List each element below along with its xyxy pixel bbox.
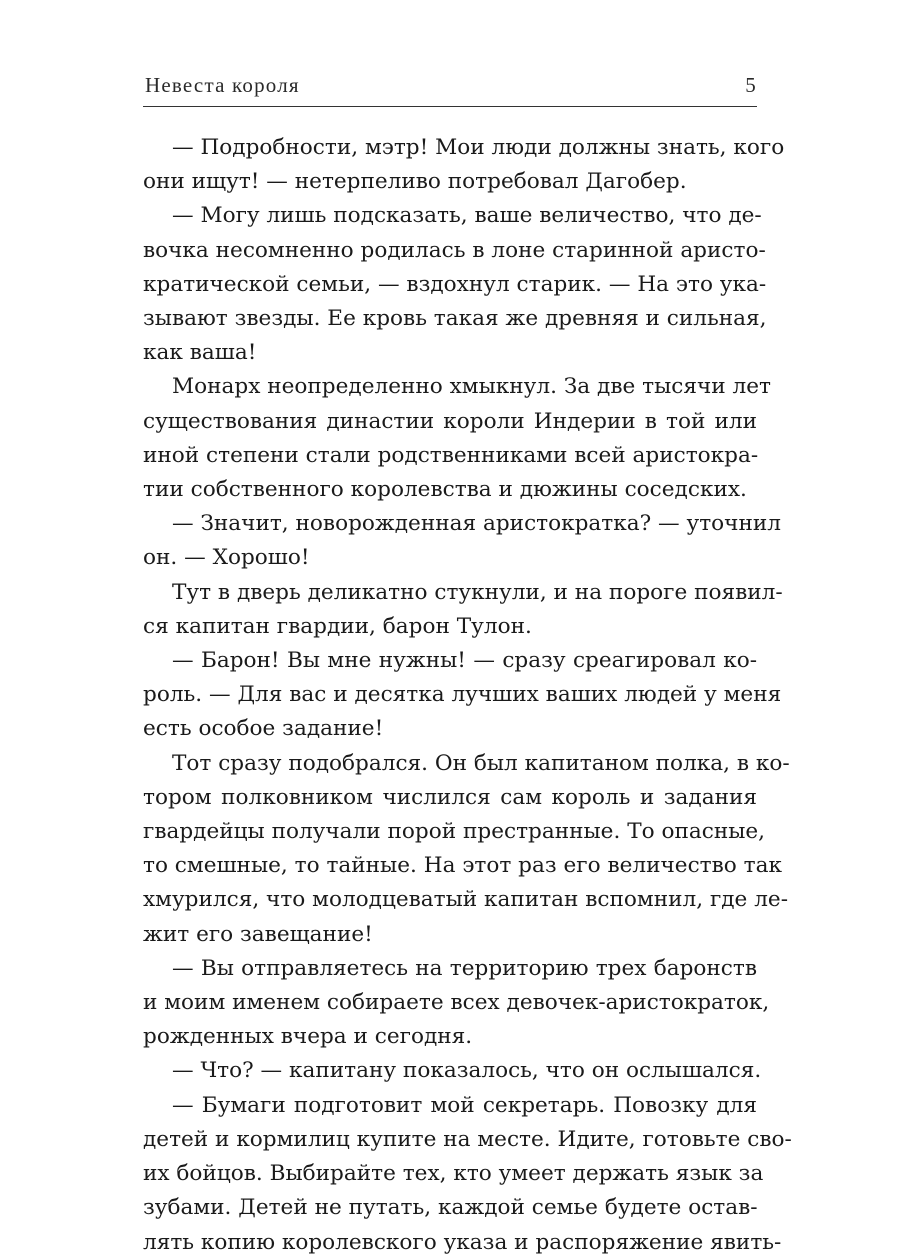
paragraph <box>143 952 770 1055</box>
running-header <box>145 66 757 98</box>
paragraph <box>143 644 782 747</box>
text-line: — Подробности, мэтр! Мои люди должны знать, кого <box>172 135 785 160</box>
text-line: кратической семьи, — вздохнул старик. — На это ука- <box>143 271 767 297</box>
paragraph <box>143 131 785 199</box>
text-line: вочка несомненно родилась в лоне старинной аристо- <box>143 237 766 263</box>
text-line: — Вы отправляетесь на территорию трех баронств <box>172 955 757 981</box>
text-line: тии собственного королевства и дюжины соседских. <box>143 477 747 503</box>
paragraph <box>143 747 790 952</box>
book-title: Невеста короля <box>145 73 300 97</box>
text-line: — Могу лишь подсказать, ваше величество, что де- <box>172 203 762 229</box>
text-line: Монарх неопределенно хмыкнул. За две тысячи лет <box>172 374 771 400</box>
text-line: иной степени стали родственниками всей аристокра- <box>143 442 759 468</box>
header-rule <box>143 106 757 107</box>
paragraph <box>143 507 781 575</box>
text-line: гвардейцы получали порой престранные. То опасные, <box>143 819 766 845</box>
text-line: Тут в дверь деликатно стукнули, и на пороге появил- <box>172 579 783 605</box>
text-line: зывают звезды. Ее кровь такая же древняя и сильная, <box>143 306 767 332</box>
text-line: — Бумаги подготовит мой секретарь. Повозку для <box>172 1092 757 1118</box>
text-line: роль. — Для вас и десятка лучших ваших людей у меня <box>143 682 782 708</box>
text-line: существования династии короли Индерии в той или <box>143 408 757 434</box>
text-line: — Значит, новорожденная аристократка? — уточнил <box>172 511 781 537</box>
text-line: зубами. Детей не путать, каждой семье будете остав- <box>143 1195 758 1221</box>
text-line: как ваша! <box>143 340 257 366</box>
text-line: — Барон! Вы мне нужны! — сразу среагировал ко- <box>172 648 757 674</box>
paragraph <box>143 199 767 370</box>
page-number: 5 <box>745 73 757 97</box>
body-text <box>143 131 792 1260</box>
text-line: — Что? — капитану показалось, что он ослышался. <box>172 1058 762 1084</box>
text-line: жит его завещание! <box>143 921 373 947</box>
paragraph <box>143 576 783 644</box>
paragraph <box>143 1054 762 1088</box>
paragraph <box>143 1089 792 1260</box>
text-line: и моим именем собираете всех девочек-аристократок, <box>143 990 770 1016</box>
text-line: рожденных вчера и сегодня. <box>143 1024 473 1050</box>
text-line: тором полковником числился сам король и задания <box>143 784 757 810</box>
text-line: детей и кормилиц купите на месте. Идите, готовьте сво- <box>143 1126 792 1152</box>
text-line: есть особое задание! <box>143 716 384 742</box>
text-line: то смешные, то тайные. На этот раз его величество так <box>143 853 782 879</box>
text-line: ся капитан гвардии, барон Тулон. <box>143 613 532 639</box>
text-line: он. — Хорошо! <box>143 545 310 571</box>
text-line: лять копию королевского указа и распоряжение явить- <box>143 1229 782 1255</box>
text-line: хмурился, что молодцеватый капитан вспомнил, где ле- <box>143 887 788 913</box>
text-line: Тот сразу подобрался. Он был капитаном полка, в ко- <box>172 750 790 776</box>
text-line: их бойцов. Выбирайте тех, кто умеет держать язык за <box>143 1161 764 1187</box>
text-line: они ищут! — нетерпеливо потребовал Дагобер. <box>143 169 687 195</box>
paragraph <box>143 370 771 507</box>
